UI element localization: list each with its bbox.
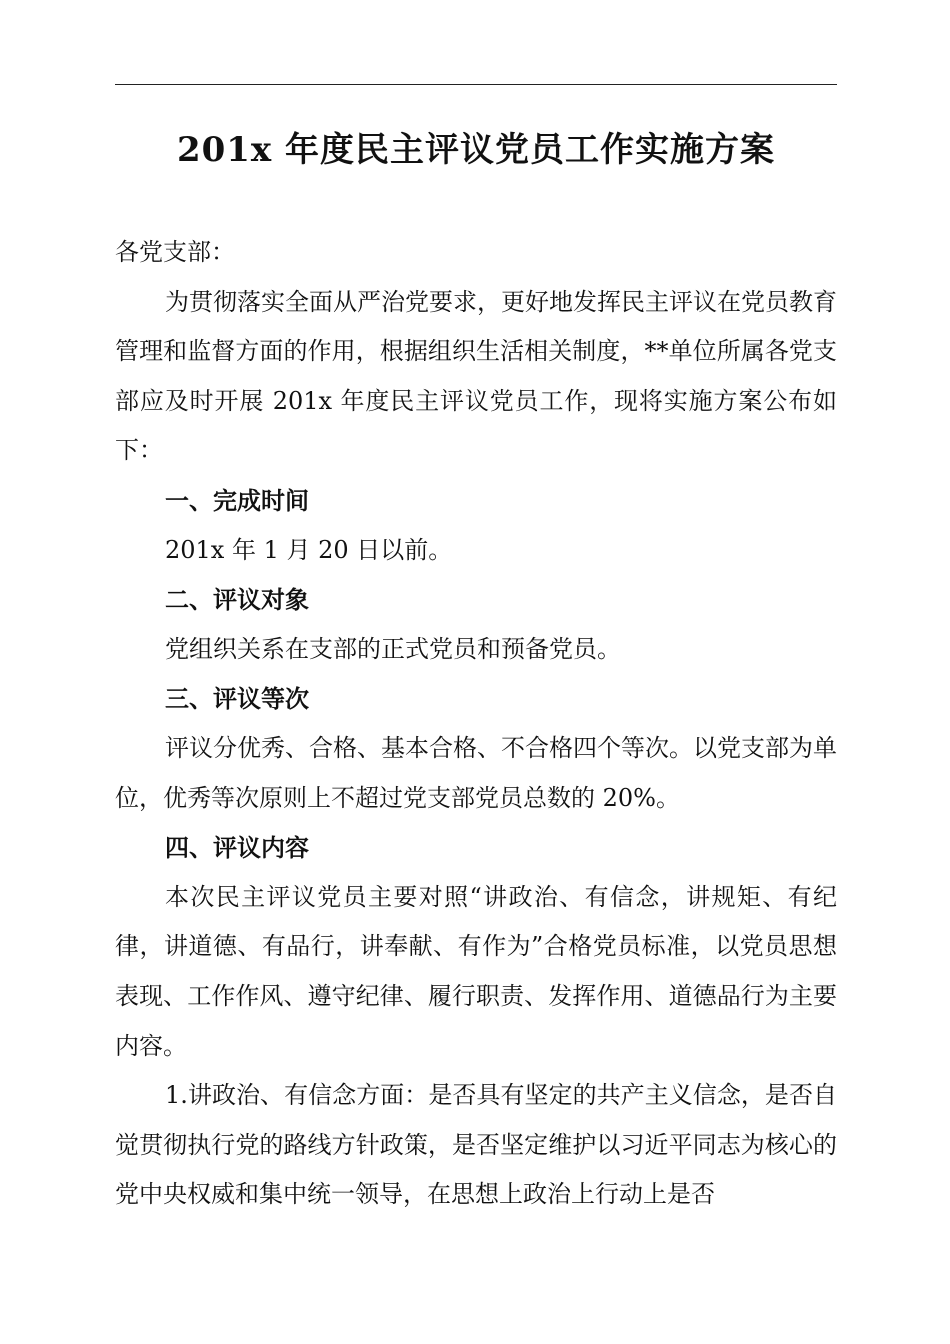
section-heading-grades: 三、评议等次 <box>165 684 309 714</box>
section-heading-content: 四、评议内容 <box>165 833 309 863</box>
document-body <box>115 228 837 1220</box>
document-page <box>115 0 837 1344</box>
section-text-content: 本次民主评议党员主要对照“讲政治、有信念，讲规矩、有纪律，讲道德、有品行，讲奉献、有作为”合格党员标准，以党员思想表现、工作作风、遵守纪律、履行职责、发挥作用、道德品行为主要内容。 <box>115 882 837 1060</box>
section-text-time: 201x 年 1 月 20 日以前。 <box>165 535 453 564</box>
document-title: 201x 年度民主评议党员工作实施方案 <box>176 130 776 170</box>
header-rule <box>115 84 837 85</box>
section-text-targets: 党组织关系在支部的正式党员和预备党员。 <box>165 634 621 663</box>
section-text-grades: 评议分优秀、合格、基本合格、不合格四个等次。以党支部为单位，优秀等次原则上不超过党支部党员总数的 20%。 <box>115 733 837 812</box>
intro-paragraph: 为贯彻落实全面从严治党要求，更好地发挥民主评议在党员教育管理和监督方面的作用，根据组织生活相关制度，**单位所属各党支部应及时开展 201x 年度民主评议党员工作，现将实施方案公布如下： <box>115 287 837 465</box>
salutation: 各党支部： <box>115 238 235 266</box>
section-heading-targets: 二、评议对象 <box>165 585 309 615</box>
section-heading-time: 一、完成时间 <box>165 485 309 515</box>
item-1-paragraph: 1.讲政治、有信念方面：是否具有坚定的共产主义信念，是否自觉贯彻执行党的路线方针政策，是否坚定维护以习近平同志为核心的党中央权威和集中统一领导，在思想上政治上行动上是否 <box>115 1081 837 1209</box>
